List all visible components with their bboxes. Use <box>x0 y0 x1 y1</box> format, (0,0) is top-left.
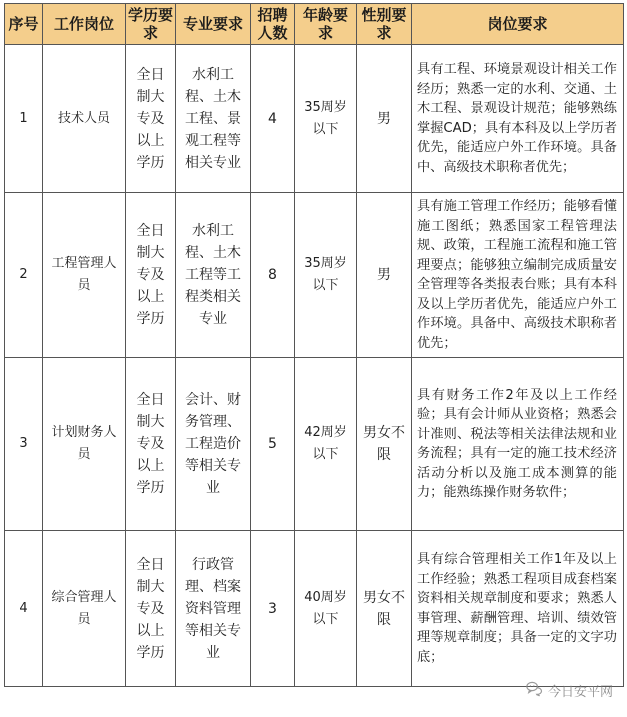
header-requirements: 岗位要求 <box>412 4 624 45</box>
cell-no: 4 <box>5 531 43 687</box>
cell-count: 5 <box>251 358 295 531</box>
cell-count: 3 <box>251 531 295 687</box>
watermark-text: 今日安平网 <box>547 684 613 700</box>
cell-position: 工程管理人员 <box>43 193 126 358</box>
table-row <box>5 531 624 687</box>
cell-age: 42周岁以下 <box>295 358 357 531</box>
header-education: 学历要求 <box>126 4 176 45</box>
cell-gender: 男女不限 <box>357 531 412 687</box>
header-position: 工作岗位 <box>43 4 126 45</box>
table-row <box>5 45 624 193</box>
header-major: 专业要求 <box>176 4 251 45</box>
cell-age: 35周岁以下 <box>295 193 357 358</box>
cell-education: 全日制大专及以上学历 <box>126 531 176 687</box>
watermark <box>525 679 613 701</box>
cell-position: 技术人员 <box>43 45 126 193</box>
wechat-icon <box>525 679 543 701</box>
cell-requirements: 具有工程、环境景观设计相关工作经历；熟悉一定的水利、交通、土木工程、景观设计规范；能够熟练掌握CAD；具有本科及以上学历者优先，能适应户外工作环境。具备中、高级技术职称者优先； <box>412 45 624 193</box>
cell-no: 2 <box>5 193 43 358</box>
cell-requirements: 具有综合管理相关工作1年及以上工作经验；熟悉工程项目成套档案资料相关规章制度和要求；熟悉人事管理、薪酬管理、培训、绩效管理等规章制度；具备一定的文字功底； <box>412 531 624 687</box>
cell-education: 全日制大专及以上学历 <box>126 193 176 358</box>
header-age: 年龄要求 <box>295 4 357 45</box>
header-row <box>5 4 624 45</box>
cell-major: 行政管理、档案资料管理等相关专业 <box>176 531 251 687</box>
cell-position: 综合管理人员 <box>43 531 126 687</box>
cell-education: 全日制大专及以上学历 <box>126 45 176 193</box>
header-no: 序号 <box>5 4 43 45</box>
header-count: 招聘人数 <box>251 4 295 45</box>
cell-major: 会计、财务管理、工程造价等相关专业 <box>176 358 251 531</box>
cell-education: 全日制大专及以上学历 <box>126 358 176 531</box>
cell-requirements: 具有施工管理工作经历；能够看懂施工图纸；熟悉国家工程管理法规、政策，工程施工流程和施工管理要点；能够独立编制完成质量安全管理等各类报表台账；具有本科及以上学历者优先，能适应户外工作环境。具备中、高级技术职称者优先； <box>412 193 624 358</box>
cell-major: 水利工程、土木工程、景观工程等相关专业 <box>176 45 251 193</box>
cell-no: 1 <box>5 45 43 193</box>
cell-count: 4 <box>251 45 295 193</box>
cell-gender: 男 <box>357 45 412 193</box>
cell-age: 35周岁以下 <box>295 45 357 193</box>
cell-no: 3 <box>5 358 43 531</box>
cell-count: 8 <box>251 193 295 358</box>
table-row <box>5 358 624 531</box>
recruitment-table <box>4 3 624 687</box>
header-gender: 性别要求 <box>357 4 412 45</box>
cell-gender: 男 <box>357 193 412 358</box>
cell-major: 水利工程、土木工程等工程类相关专业 <box>176 193 251 358</box>
cell-gender: 男女不限 <box>357 358 412 531</box>
table-row <box>5 193 624 358</box>
cell-position: 计划财务人员 <box>43 358 126 531</box>
cell-age: 40周岁以下 <box>295 531 357 687</box>
cell-requirements: 具有财务工作2年及以上工作经验；具有会计师从业资格；熟悉会计准则、税法等相关法律法规和业务流程；具有一定的施工技术经济活动分析以及施工成本测算的能力；能熟练操作财务软件； <box>412 358 624 531</box>
